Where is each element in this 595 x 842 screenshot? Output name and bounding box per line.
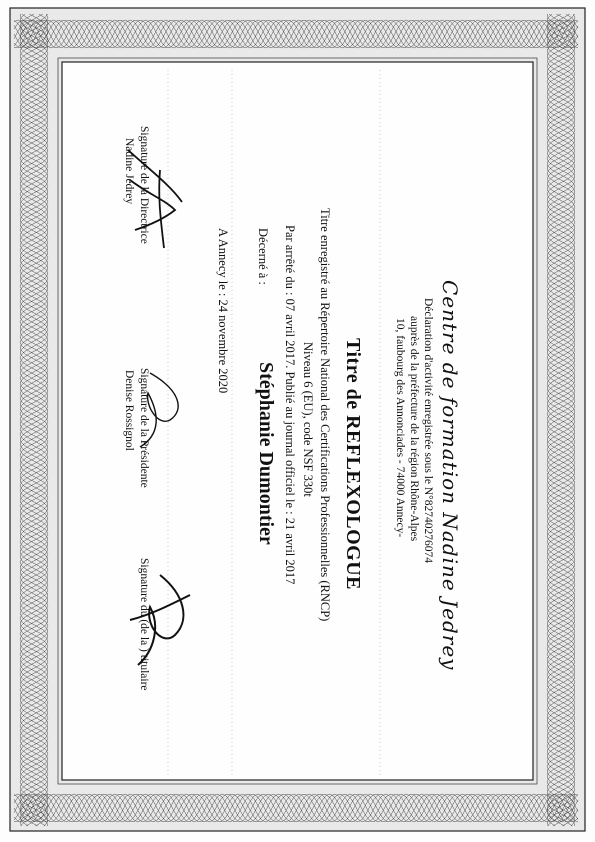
recipient-name: Stéphanie Dumontier (255, 362, 277, 545)
president-name: Denise Rossignol (123, 370, 135, 451)
president-signature-label: Signature de la Présidente (138, 368, 150, 488)
director-signature (120, 140, 190, 260)
director-name: Nadine Jedrey (123, 138, 135, 205)
certificate-body (80, 80, 520, 770)
place-date: A Annecy le : 24 novembre 2020 (216, 228, 230, 394)
level-text: Niveau 6 (EU), code NSF 330t (301, 342, 315, 497)
decree-text: Par arrêté du : 07 avril 2017. Publié au journal officiel le : 21 avril 2017 (283, 225, 297, 585)
certificate-title: Titre de REFLEXOLOGUE (342, 338, 364, 591)
rncp-text: Titre enregistré au Répertoire National des Certifications Professionnelles (RNCP) (318, 208, 332, 622)
holder-signature-label: Signature du (de la ) titulaire (138, 558, 150, 691)
address-text: 10, faubourg des Annonciades - 74000 Annecy- (394, 318, 406, 538)
organization-name: Centre de formation Nadine Jedrey (438, 280, 462, 671)
director-signature-label: Signature de la Directrice (138, 126, 150, 244)
awarded-label: Décerné à : (256, 228, 270, 285)
declaration-text: Déclaration d'activité enregistrée sous le N°82740276074 (422, 298, 434, 564)
president-signature (130, 365, 190, 455)
prefecture-text: auprès de la préfecture de la région Rhône-Alpes (408, 316, 420, 542)
holder-signature (125, 565, 200, 675)
